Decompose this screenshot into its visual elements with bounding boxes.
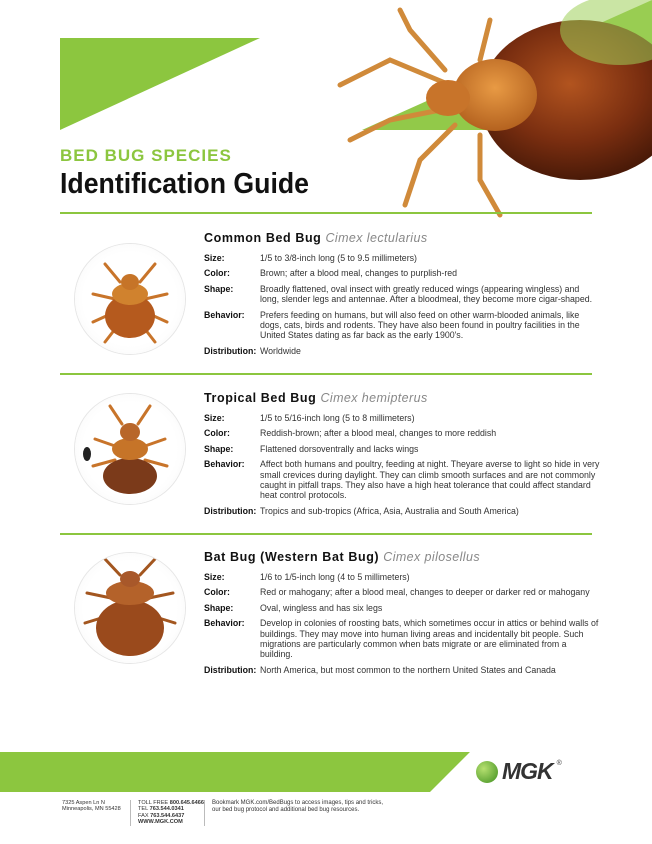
row-label: Shape:	[204, 283, 234, 294]
toll-label: TOLL FREE	[138, 800, 169, 806]
row-distribution	[204, 346, 600, 356]
row-label: Distribution:	[204, 345, 257, 356]
row-distribution	[204, 506, 600, 516]
logo-text: MGK	[502, 758, 553, 784]
header-green-triangle	[60, 38, 260, 130]
row-value: Tropics and sub-tropics (Africa, Asia, Australia and South America)	[260, 505, 519, 516]
row-value: Red or mahogany; after a blood meal, changes to deeper or darker red or mahogany	[260, 587, 590, 598]
row-size	[204, 572, 600, 582]
row-value: Affect both humans and poultry, feeding at night. Theyare averse to light so hide in very small crevices during daylight. They can climb smooth surfaces and are not commonly caught in pitfall traps. They also have a high heat tolerance that could affect standard heat control protocols.	[260, 459, 600, 501]
row-label: Behavior:	[204, 459, 245, 470]
website-link[interactable]: WWW.MGK.COM	[138, 819, 183, 826]
species-name: Common Bed Bug	[204, 231, 322, 245]
row-value: 1/6 to 1/5-inch long (4 to 5 millimeters)	[260, 572, 410, 582]
row-label: Size:	[204, 253, 225, 263]
footer-note	[212, 800, 383, 814]
species-title	[204, 550, 600, 564]
divider	[60, 373, 592, 375]
footer-separator	[204, 800, 205, 826]
address-line: 7325 Aspen Ln N	[62, 800, 105, 806]
tel-label: TEL	[138, 806, 149, 813]
species-latin: Cimex lectularius	[325, 231, 428, 245]
row-label: Shape:	[204, 602, 234, 613]
leaf-icon	[476, 761, 498, 783]
footer-address	[62, 800, 121, 813]
row-color	[204, 428, 600, 438]
tropical-bed-bug-info	[204, 391, 600, 516]
row-label: Distribution:	[204, 664, 257, 675]
row-value: 1/5 to 5/16-inch long (5 to 8 millimeters)	[260, 413, 415, 423]
species-title	[204, 231, 600, 245]
divider	[60, 533, 592, 535]
divider	[60, 212, 592, 214]
row-label: Size:	[204, 413, 225, 423]
tel-number: 763.544.0341	[149, 806, 184, 813]
row-behavior	[204, 618, 600, 660]
row-shape	[204, 444, 600, 454]
footer-separator	[130, 800, 131, 826]
row-value: Oval, wingless and has six legs	[260, 602, 383, 613]
row-label: Behavior:	[204, 309, 245, 320]
note-line: our bed bug protocol and additional bed bug resources.	[212, 807, 360, 814]
row-label: Distribution:	[204, 505, 257, 516]
row-label: Behavior:	[204, 618, 245, 629]
row-color	[204, 587, 600, 597]
bat-bug-image	[75, 553, 185, 663]
row-size	[204, 253, 600, 263]
toll-number: 800.645.6466	[169, 800, 204, 806]
page-title: Identification Guide	[60, 168, 310, 200]
common-bed-bug-info	[204, 231, 600, 356]
row-value: Reddish-brown; after a blood meal, changes to more reddish	[260, 428, 497, 439]
species-title	[204, 391, 600, 405]
common-bed-bug-image	[75, 244, 185, 354]
row-value: Develop in colonies of roosting bats, which sometimes occur in attics or behind walls of buildings. They may move into human living areas and incidentally bit people. Such migrations are particularly common when bats migrate or are eliminated from a building.	[260, 618, 599, 660]
species-name: Bat Bug (Western Bat Bug)	[204, 550, 380, 564]
row-value: Worldwide	[260, 345, 301, 356]
row-label: Color:	[204, 587, 230, 598]
footer-contact	[138, 800, 204, 826]
row-size	[204, 413, 600, 423]
row-color	[204, 268, 600, 278]
species-latin: Cimex hemipterus	[320, 391, 428, 405]
row-distribution	[204, 665, 600, 675]
address-line: Minneapolis, MN 55428	[62, 806, 121, 813]
note-line: Bookmark MGK.com/BedBugs to access images, tips and tricks,	[212, 800, 384, 806]
row-behavior	[204, 310, 600, 341]
row-value: 1/5 to 3/8-inch long (5 to 9.5 millimeters)	[260, 253, 417, 263]
registered-mark: ®	[556, 760, 562, 767]
row-label: Size:	[204, 572, 225, 582]
row-label: Shape:	[204, 443, 234, 454]
tropical-bed-bug-image	[75, 394, 185, 504]
hero-bedbug-image	[330, 0, 652, 220]
row-behavior	[204, 459, 600, 501]
species-name: Tropical Bed Bug	[204, 391, 317, 405]
row-shape	[204, 603, 600, 613]
fax-number: 763.544.6437	[150, 812, 185, 819]
row-label: Color:	[204, 268, 230, 279]
row-value: Flattened dorsoventrally and lacks wings	[260, 443, 419, 454]
row-label: Color:	[204, 428, 230, 439]
page-kicker: BED BUG SPECIES	[60, 146, 232, 165]
row-shape	[204, 284, 600, 305]
row-value: Brown; after a blood meal, changes to purplish-red	[260, 268, 458, 279]
species-latin: Cimex pilosellus	[383, 550, 480, 564]
row-value: North America, but most common to the northern United States and Canada	[260, 664, 556, 675]
fax-label: FAX	[138, 812, 149, 819]
bat-bug-info	[204, 550, 600, 675]
row-value: Prefers feeding on humans, but will also feed on other warm-blooded animals, like dogs, cats, birds and rodents. They have also been found in poultry facilities in the United States dating as far back as the early 1900's.	[260, 309, 580, 341]
mgk-logo	[476, 758, 562, 785]
row-value: Broadly flattened, oval insect with greatly reduced wings (appearing wingless) and long, slender legs and antennae. After a bloodmeal, they become more cigar-shaped.	[260, 283, 593, 305]
